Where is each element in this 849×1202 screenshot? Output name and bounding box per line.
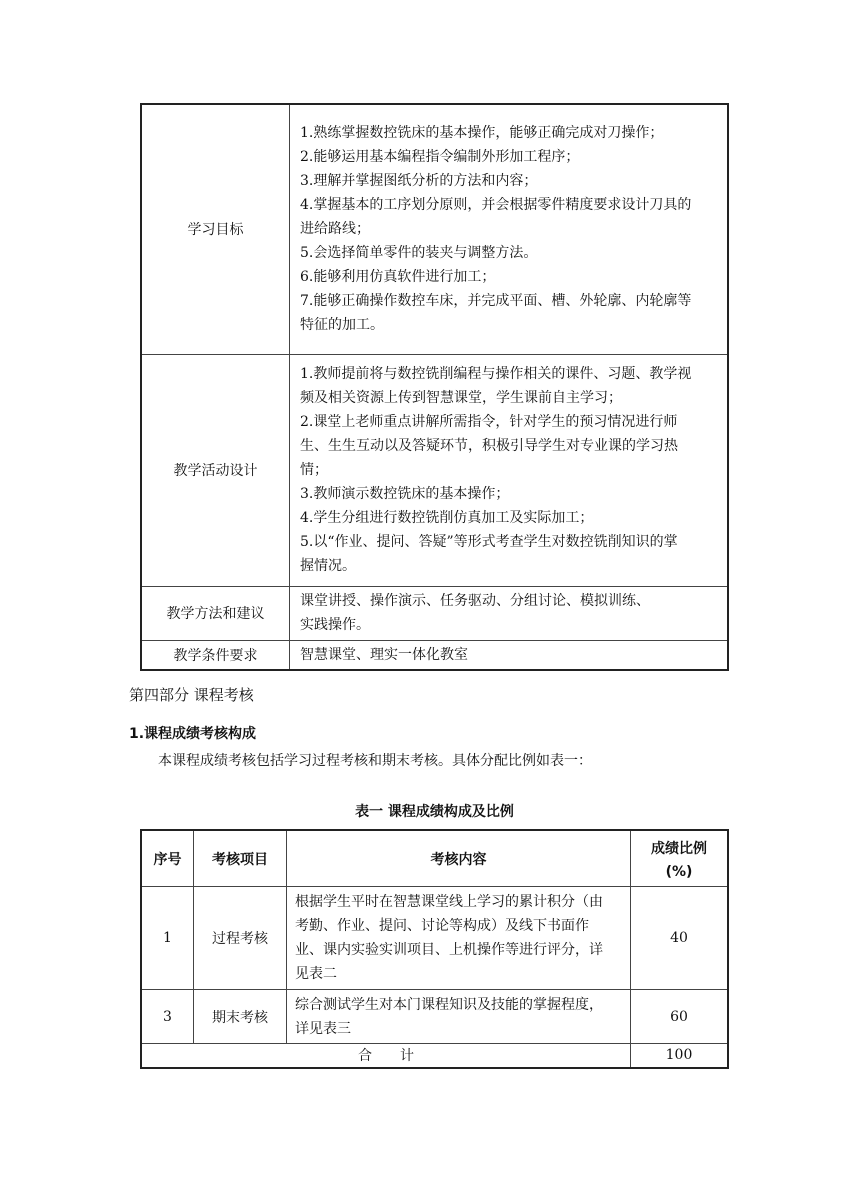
cell-ratio: 40	[631, 887, 729, 990]
content-line: 情；	[300, 462, 328, 478]
sub-title: 1.课程成绩考核构成	[129, 726, 257, 742]
table-row	[141, 640, 728, 670]
content-line: 4.学生分组进行数控铣削仿真加工及实际加工；	[300, 510, 594, 526]
table-row	[141, 990, 728, 1044]
total-label	[141, 1044, 631, 1068]
total-label-b: 计	[400, 1048, 414, 1065]
content-line: 6.能够利用仿真软件进行加工；	[300, 269, 496, 286]
header-no: 序号	[141, 830, 194, 887]
content-line: 生、生生互动以及答疑环节，积极引导学生对专业课的学习热	[300, 438, 678, 454]
content-line: 5.以“作业、提问、答疑”等形式考查学生对数控铣削知识的掌	[300, 534, 678, 550]
learning-goals-content	[290, 104, 729, 354]
methods-content	[290, 586, 729, 640]
content-line: 1.熟练掌握数控铣床的基本操作，能够正确完成对刀操作；	[300, 125, 664, 142]
table-row	[141, 586, 728, 640]
section-title: 第四部分 课程考核	[129, 686, 254, 704]
content-line: 2.课堂上老师重点讲解所需指令，针对学生的预习情况进行师	[300, 414, 678, 430]
header-ratio-line1: 成绩比例	[651, 840, 707, 857]
content-line: 智慧课堂、理实一体化教室	[300, 646, 468, 663]
content-line: 4.掌握基本的工序划分原则，并会根据零件精度要求设计刀具的	[300, 197, 692, 214]
header-ratio	[631, 830, 729, 887]
content-line: 考勤、作业、提问、讨论等构成）及线下书面作	[295, 918, 589, 934]
cell-ratio: 60	[631, 990, 729, 1044]
content-line: 频及相关资源上传到智慧课堂，学生课前自主学习；	[300, 390, 622, 406]
content-line: 根据学生平时在智慧课堂线上学习的累计积分（由	[295, 894, 603, 910]
cell-no: 1	[141, 887, 194, 990]
activity-design-content	[290, 354, 729, 586]
conditions-content	[290, 640, 729, 670]
cell-item: 过程考核	[194, 887, 287, 990]
content-line: 综合测试学生对本门课程知识及技能的掌握程度，	[295, 996, 603, 1013]
table-total-row	[141, 1044, 728, 1068]
table-row	[141, 887, 728, 990]
course-info-table	[140, 103, 729, 671]
grade-composition-table	[140, 829, 729, 1069]
header-content: 考核内容	[287, 830, 631, 887]
content-line: 3.教师演示数控铣床的基本操作；	[300, 486, 510, 502]
content-line: 课堂讲授、操作演示、任务驱动、分组讨论、模拟训练、	[300, 593, 650, 609]
content-line: 5.会选择简单零件的装夹与调整方法。	[300, 245, 538, 262]
content-line: 详见表三	[295, 1020, 351, 1037]
cell-content	[287, 990, 631, 1044]
table-caption: 表一 课程成绩构成及比例	[355, 804, 514, 820]
cell-no: 3	[141, 990, 194, 1044]
header-ratio-line2: (%)	[665, 863, 693, 880]
content-line: 握情况。	[300, 558, 356, 574]
row-label-conditions: 教学条件要求	[141, 640, 290, 670]
row-label-activity-design: 教学活动设计	[141, 354, 290, 586]
header-item: 考核项目	[194, 830, 287, 887]
total-value: 100	[631, 1044, 729, 1068]
content-line: 实践操作。	[300, 617, 370, 633]
table-row	[141, 104, 728, 354]
content-line: 7.能够正确操作数控车床，并完成平面、槽、外轮廓、内轮廓等	[300, 293, 692, 310]
total-label-a: 合	[358, 1048, 372, 1065]
cell-item: 期末考核	[194, 990, 287, 1044]
row-label-methods: 教学方法和建议	[141, 586, 290, 640]
content-line: 见表二	[295, 966, 337, 982]
content-line: 业、课内实验实训项目、上机操作等进行评分，详	[295, 942, 603, 958]
table-row	[141, 354, 728, 586]
row-label-learning-goals: 学习目标	[141, 104, 290, 354]
cell-content	[287, 887, 631, 990]
table-header-row	[141, 830, 728, 887]
content-line: 1.教师提前将与数控铣削编程与操作相关的课件、习题、教学视	[300, 366, 692, 382]
content-line: 3.理解并掌握图纸分析的方法和内容；	[300, 173, 538, 190]
content-line: 进给路线；	[300, 221, 370, 238]
intro-paragraph: 本课程成绩考核包括学习过程考核和期末考核。具体分配比例如表一：	[158, 753, 592, 769]
content-line: 2.能够运用基本编程指令编制外形加工程序；	[300, 149, 580, 166]
content-line: 特征的加工。	[300, 317, 384, 334]
